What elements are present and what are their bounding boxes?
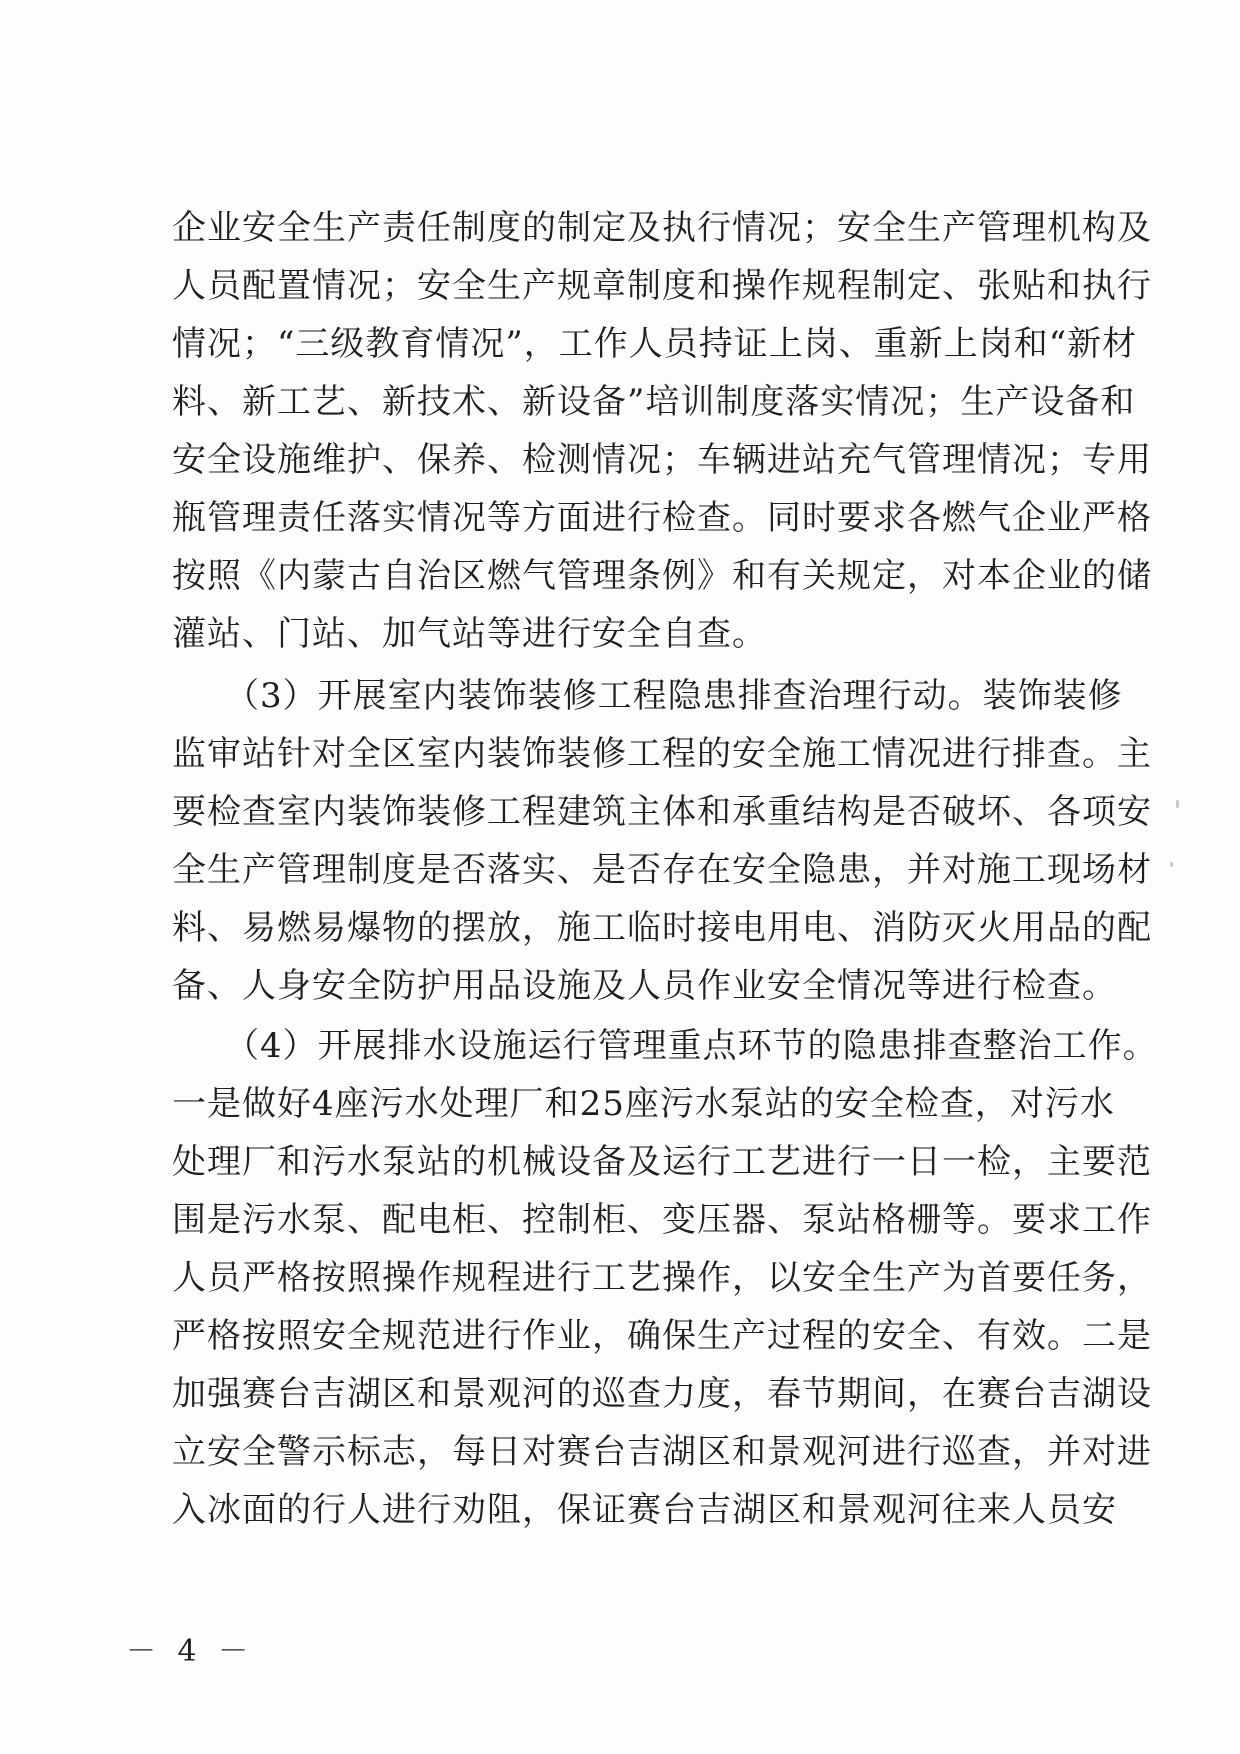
body-text-line: 人员配置情况；安全生产规章制度和操作规程制定、张贴和执行 xyxy=(172,266,1152,306)
body-text-line: 严格按照安全规范进行作业，确保生产过程的安全、有效。二是 xyxy=(172,1316,1152,1356)
scan-speck xyxy=(1170,862,1173,867)
body-text-line: 安全设施维护、保养、检测情况；车辆进站充气管理情况；专用 xyxy=(172,440,1152,480)
body-text-line: 瓶管理责任落实情况等方面进行检查。同时要求各燃气企业严格 xyxy=(172,498,1152,538)
body-text-line: 加强赛台吉湖区和景观河的巡查力度，春节期间，在赛台吉湖设 xyxy=(172,1374,1152,1414)
body-text-line: 监审站针对全区室内装饰装修工程的安全施工情况进行排查。主 xyxy=(172,734,1152,774)
body-text-line: 企业安全生产责任制度的制定及执行情况；安全生产管理机构及 xyxy=(172,208,1152,248)
body-text-line: 入冰面的行人进行劝阻，保证赛台吉湖区和景观河往来人员安 xyxy=(172,1490,1117,1530)
paragraph-heading-4: （4）开展排水设施运行管理重点环节的隐患排查整治工作。 xyxy=(172,1026,1158,1066)
body-text-line: 情况；“三级教育情况”，工作人员持证上岗、重新上岗和“新材 xyxy=(172,324,1138,364)
body-text-line: 要检查室内装饰装修工程建筑主体和承重结构是否破坏、各项安 xyxy=(172,792,1152,832)
body-text-line: 立安全警示标志，每日对赛台吉湖区和景观河进行巡查，并对进 xyxy=(172,1432,1152,1472)
body-text-line: 按照《内蒙古自治区燃气管理条例》和有关规定，对本企业的储 xyxy=(172,556,1152,596)
page-number: － 4 － xyxy=(126,1634,255,1669)
paragraph-heading-3: （3）开展室内装饰装修工程隐患排查治理行动。装饰装修 xyxy=(172,676,1123,716)
body-text-line: 灌站、门站、加气站等进行安全自查。 xyxy=(172,614,767,654)
body-text-line: 处理厂和污水泵站的机械设备及运行工艺进行一日一检，主要范 xyxy=(172,1142,1152,1182)
scan-speck xyxy=(1176,800,1179,808)
body-text-line: 一是做好4座污水处理厂和25座污水泵站的安全检查，对污水 xyxy=(172,1084,1115,1124)
body-text-line: 人员严格按照操作规程进行工艺操作，以安全生产为首要任务， xyxy=(172,1258,1152,1298)
body-text-line: 围是污水泵、配电柜、控制柜、变压器、泵站格栅等。要求工作 xyxy=(172,1200,1152,1240)
body-text-line: 料、易燃易爆物的摆放，施工临时接电用电、消防灭火用品的配 xyxy=(172,908,1152,948)
body-text-line: 料、新工艺、新技术、新设备”培训制度落实情况；生产设备和 xyxy=(172,382,1136,422)
body-text-line: 备、人身安全防护用品设施及人员作业安全情况等进行检查。 xyxy=(172,966,1117,1006)
body-text-line: 全生产管理制度是否落实、是否存在安全隐患，并对施工现场材 xyxy=(172,850,1152,890)
